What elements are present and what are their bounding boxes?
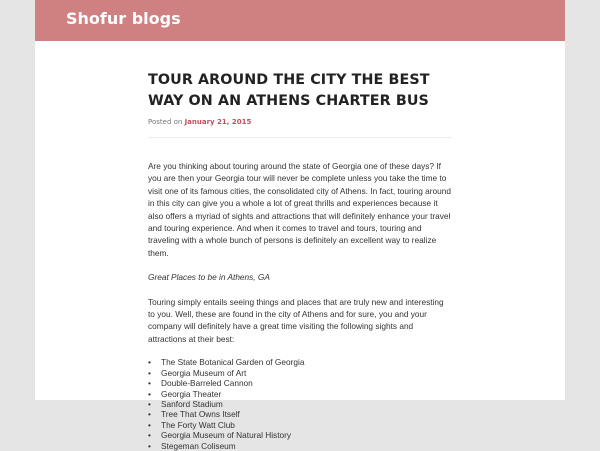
list-item: • Stegeman Coliseum: [148, 441, 452, 451]
list-item: • Tree That Owns Itself: [148, 409, 452, 419]
list-item: • Georgia Museum of Art: [148, 368, 452, 378]
paragraph: Touring simply entails seeing things and places that are truly new and interesting to you. Well, these are found in the city of Athens and for sure, you and your company will definitely have a great time visiting the following sights and attractions at their best:: [148, 296, 444, 344]
site-header: [35, 0, 565, 41]
post-title: TOUR AROUND THE CITY THE BEST WAY ON AN ATHENS CHARTER BUS: [148, 72, 430, 109]
post-meta: [148, 118, 452, 138]
post-article: [148, 70, 452, 451]
subheading: Great Places to be in Athens, GA: [148, 272, 270, 283]
paragraph: Are you thinking about touring around the state of Georgia one of these days? If you are then your Georgia tour will never be complete unless you take the time to visit one of its famous cities, the consolidated city of Athens. In fact, touring around in this city can give you a whole a lot of great thrills and experiences because it also offers a myriad of sights and attractions that will definitely enhance your travel and touring experience. And when it comes to travel and tours, touring and traveling with a whole bunch of persons is definitely an excellent way to realize them.: [148, 161, 452, 258]
attractions-list: [148, 357, 452, 451]
list-item: • The Forty Watt Club: [148, 420, 452, 430]
list-item: • Georgia Museum of Natural History: [148, 430, 452, 440]
site-title-link[interactable]: Shofur blogs: [66, 9, 181, 28]
list-item: • Georgia Theater: [148, 389, 452, 399]
list-item: • Sanford Stadium: [148, 399, 452, 409]
post-date-link[interactable]: January 21, 2015: [184, 118, 252, 126]
post-body: [148, 160, 452, 451]
posted-on-label: Posted on: [148, 118, 183, 126]
list-item: • The State Botanical Garden of Georgia: [148, 357, 452, 367]
list-item: • Double-Barreled Cannon: [148, 378, 452, 388]
page-container: [35, 0, 565, 451]
